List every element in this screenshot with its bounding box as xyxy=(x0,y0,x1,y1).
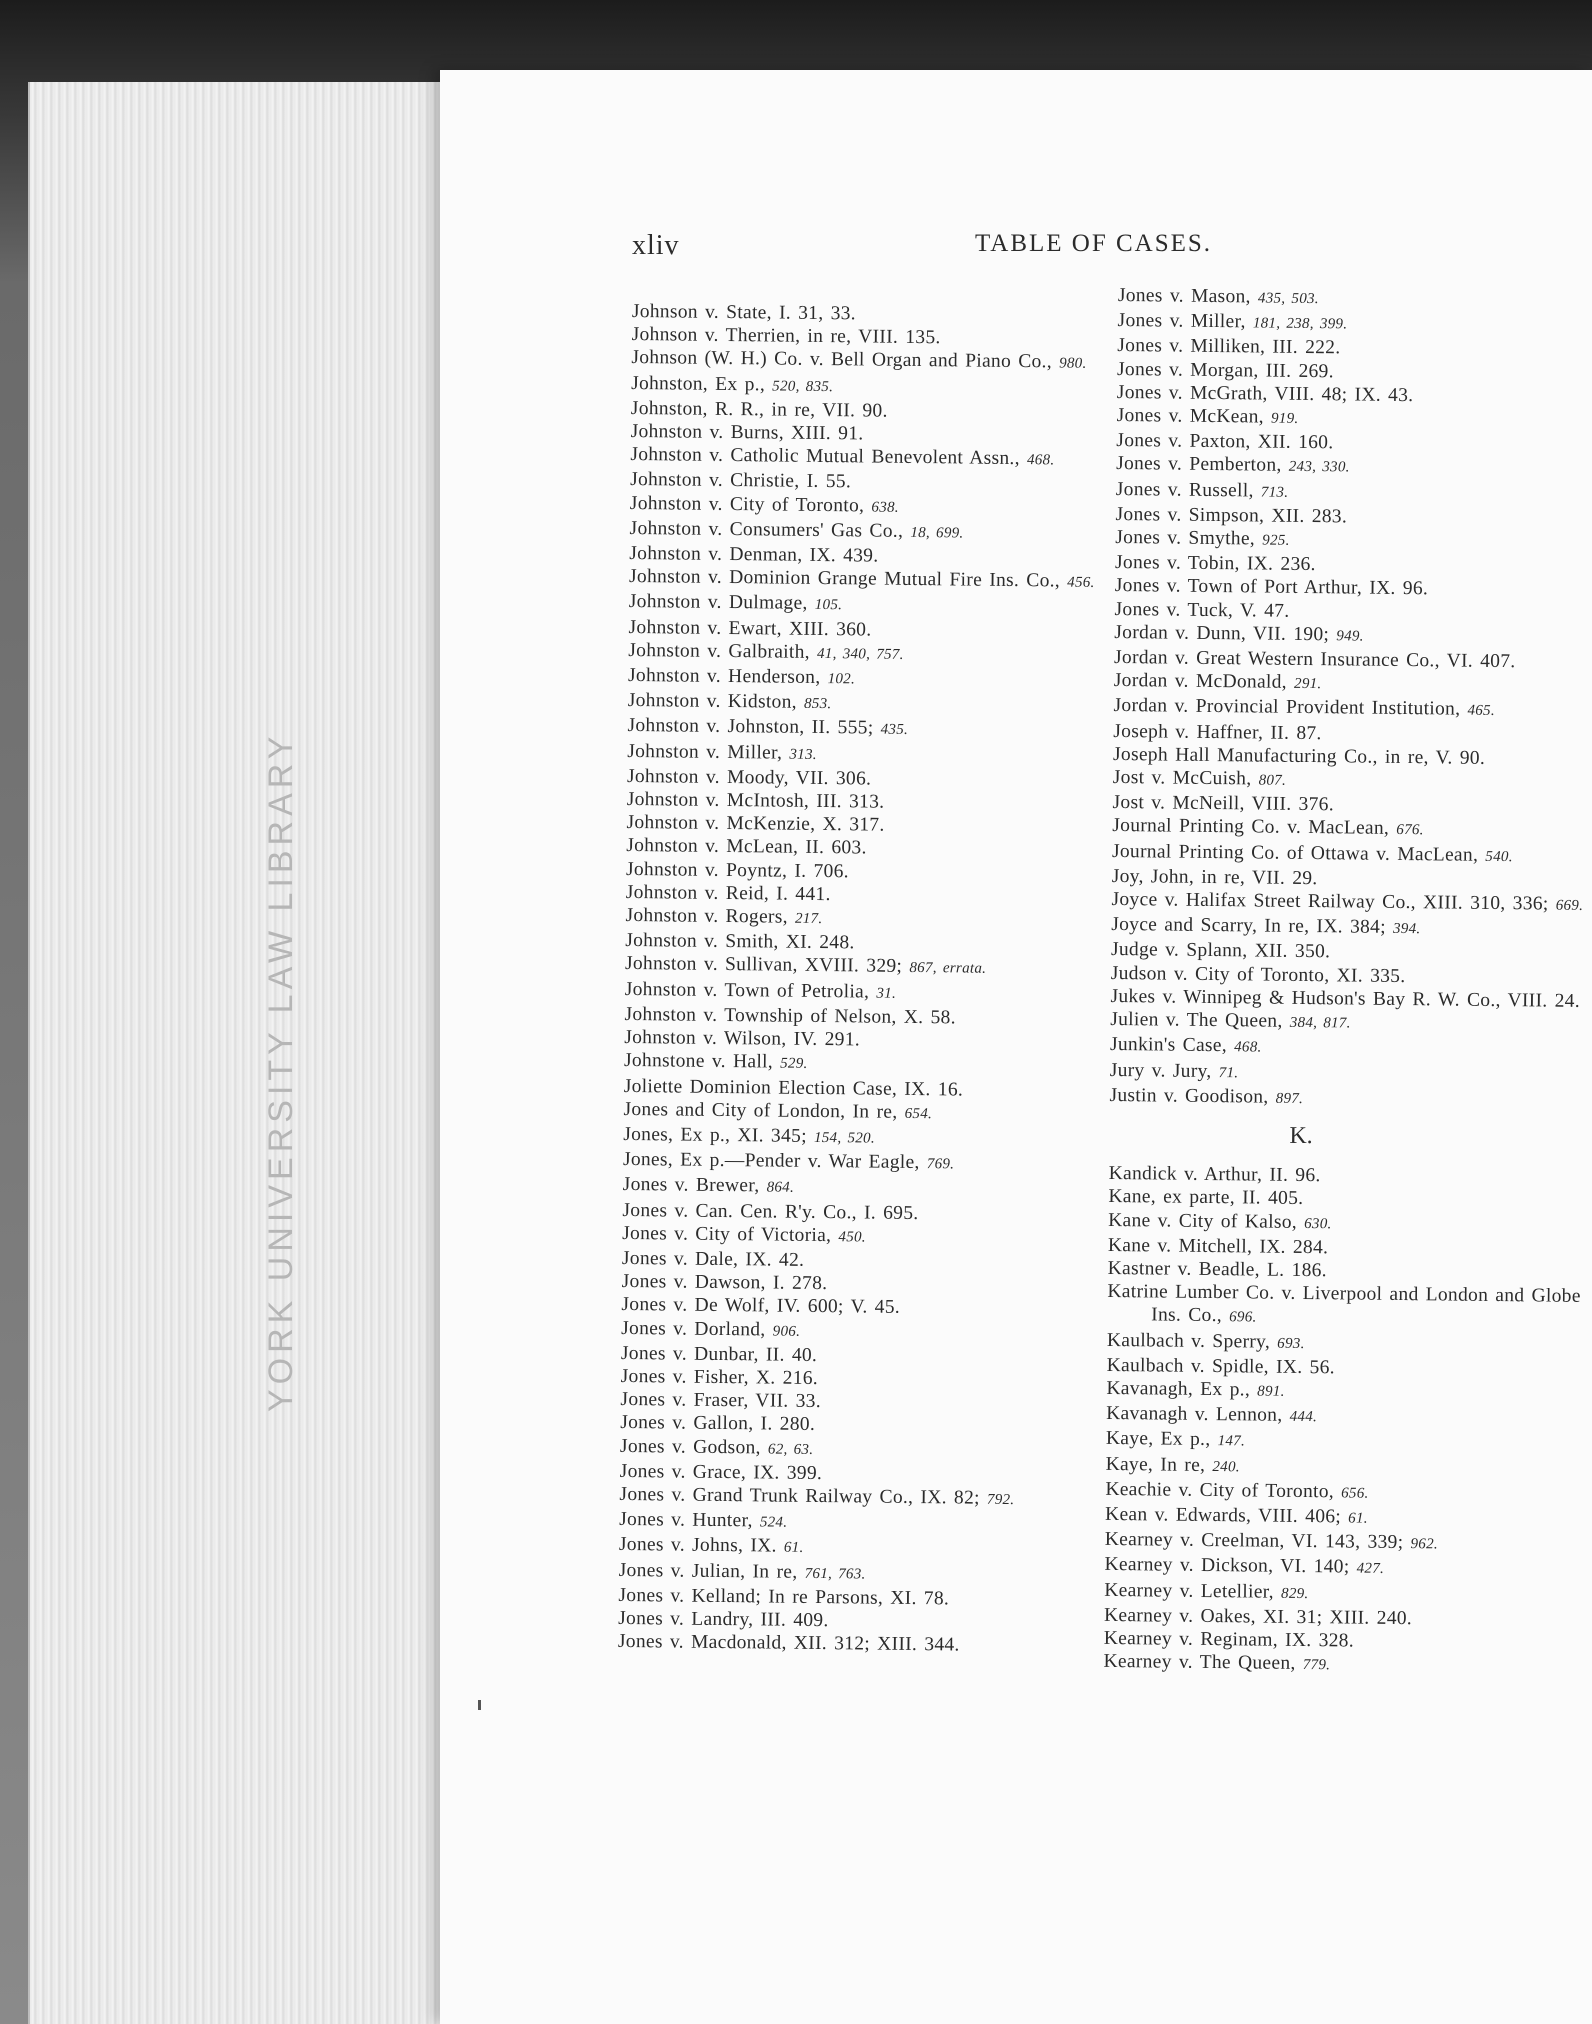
case-name: Johnston v. Reid, I. 441. xyxy=(625,881,831,905)
case-name: Kaye, Ex p., xyxy=(1105,1428,1218,1451)
case-name: Jones v. De Wolf, IV. 600; V. 45. xyxy=(621,1294,901,1319)
page-reference: 919. xyxy=(1270,410,1299,427)
case-name: Johnston v. Dominion Grange Mutual Fire Ins. Co., xyxy=(628,566,1068,592)
case-name: Kean v. Edwards, VIII. 406; xyxy=(1105,1503,1349,1528)
case-name: Johnston v. Wilson, IV. 291. xyxy=(624,1027,861,1051)
case-name: Kastner v. Beadle, L. 186. xyxy=(1107,1257,1328,1282)
case-name: Johnston v. Burns, XIII. 91. xyxy=(630,421,864,445)
page-reference: 696. xyxy=(1229,1309,1257,1326)
case-name: Jones v. Godson, xyxy=(619,1435,769,1459)
case-name: Johnson v. Therrien, in re, VIII. 135. xyxy=(631,324,941,349)
case-name: Jones v. Town of Port Arthur, IX. 96. xyxy=(1114,575,1429,600)
case-entry xyxy=(617,1631,1108,1659)
case-name: Jones v. Dunbar, II. 40. xyxy=(620,1342,818,1366)
page-reference: 676. xyxy=(1396,822,1424,839)
page-reference: 435, 503. xyxy=(1257,290,1319,308)
case-name: Jordan v. Provincial Provident Institution, xyxy=(1113,695,1468,721)
page-reference: 864. xyxy=(766,1179,795,1197)
page-reference: 61. xyxy=(783,1540,804,1557)
page-reference: 980. xyxy=(1059,355,1087,373)
page-reference: 384, 817. xyxy=(1289,1014,1351,1032)
case-name: Johnston v. Johnston, II. 555; xyxy=(627,715,881,740)
page-reference: 465. xyxy=(1467,703,1496,720)
page-reference: 853. xyxy=(803,696,832,713)
page-reference: 769. xyxy=(926,1156,955,1173)
page-reference: 31. xyxy=(876,985,897,1002)
page-reference: 394. xyxy=(1392,921,1421,938)
page-reference: 925. xyxy=(1262,532,1290,549)
case-name: Johnston v. Township of Nelson, X. 58. xyxy=(624,1003,956,1029)
case-name: Jones v. Fisher, X. 216. xyxy=(620,1365,819,1389)
case-name: Johnston v. Henderson, xyxy=(627,665,828,689)
case-entry xyxy=(1105,1428,1580,1458)
right-column xyxy=(1103,284,1592,1680)
page-reference: 450. xyxy=(838,1228,866,1246)
section-letter-k: K. xyxy=(1289,1122,1313,1149)
running-head-title: TABLE OF CASES. xyxy=(975,230,1213,257)
case-name: Jones v. Smythe, xyxy=(1115,527,1263,550)
page-reference: 41, 340, 757. xyxy=(816,645,904,663)
case-name: Jones v. Hunter, xyxy=(619,1509,761,1532)
case-name: Jost v. McNeill, VIII. 376. xyxy=(1112,792,1335,816)
case-name: Jones v. Paxton, XII. 160. xyxy=(1116,430,1334,454)
case-name: Joliette Dominion Election Case, IX. 16. xyxy=(623,1075,964,1101)
page-reference: 181, 238, 399. xyxy=(1252,315,1348,333)
case-name: Kane v. City of Kalso, xyxy=(1108,1209,1305,1233)
case-entry xyxy=(1103,1651,1577,1681)
case-name: Jones v. Julian, In re, xyxy=(618,1559,805,1583)
case-name: Jones v. Grand Trunk Railway Co., IX. 82; xyxy=(619,1483,988,1509)
case-name: Johnston v. Galbraith, xyxy=(628,639,818,663)
case-name: Jones v. Tuck, V. 47. xyxy=(1114,598,1290,622)
case-name: Journal Printing Co. v. MacLean, xyxy=(1112,815,1397,840)
case-name: Johnston v. McKenzie, X. 317. xyxy=(626,812,885,836)
page-reference: 713. xyxy=(1260,484,1289,501)
case-name: Kaye, In re, xyxy=(1105,1453,1213,1476)
case-name: Jones v. Fraser, VII. 33. xyxy=(620,1389,822,1413)
page-reference: 669. xyxy=(1555,897,1584,914)
case-name: Joyce and Scarry, In re, IX. 384; xyxy=(1111,914,1394,939)
page-reference: 71. xyxy=(1218,1064,1239,1081)
case-name: Jones v. Landry, III. 409. xyxy=(618,1607,829,1632)
case-name: Johnston v. Ewart, XIII. 360. xyxy=(628,616,872,641)
case-name: Jones v. McKean, xyxy=(1116,405,1272,428)
case-name: Johnston v. Miller, xyxy=(627,740,790,764)
case-name: Jones v. Simpson, XII. 283. xyxy=(1115,503,1348,528)
case-name: Johnston v. Denman, IX. 439. xyxy=(629,543,879,567)
page-reference: 693. xyxy=(1277,1335,1305,1352)
page-reference: 524. xyxy=(759,1514,788,1531)
case-name: Justin v. Goodison, xyxy=(1109,1084,1276,1108)
case-name: Jordan v. McDonald, xyxy=(1113,670,1295,694)
case-name: Kavanagh v. Lennon, xyxy=(1106,1403,1290,1426)
page-reference: 654. xyxy=(904,1105,933,1122)
case-name: Jordan v. Dunn, VII. 190; xyxy=(1114,621,1337,646)
case-name: Jones, Ex p.—Pender v. War Eagle, xyxy=(622,1149,927,1174)
right-column-k-entries xyxy=(1103,1162,1582,1680)
page-reference: 529. xyxy=(780,1055,808,1073)
case-name: Johnston, Ex p., xyxy=(631,372,773,396)
left-column xyxy=(618,300,1122,1658)
case-name: Joseph v. Haffner, II. 87. xyxy=(1113,720,1322,744)
case-name: Jones v. Pemberton, xyxy=(1116,453,1289,477)
library-stamp: YORK UNIVERSITY LAW LIBRARY xyxy=(262,731,300,1412)
case-entry xyxy=(1107,1281,1581,1334)
case-name: Junkin's Case, xyxy=(1109,1034,1235,1057)
case-name: Kavanagh, Ex p., xyxy=(1106,1377,1258,1401)
case-name: Kearney v. Oakes, XI. 31; XIII. 240. xyxy=(1103,1604,1413,1629)
case-name: Johnston v. Kidston, xyxy=(627,690,805,714)
page-reference: 829. xyxy=(1280,1585,1309,1602)
case-name: Kane, ex parte, II. 405. xyxy=(1108,1186,1304,1210)
case-name: Johnstone v. Hall, xyxy=(623,1050,781,1073)
page-reference: 638. xyxy=(871,499,899,516)
page-reference: 427. xyxy=(1356,1560,1385,1578)
page-reference: 520, 835. xyxy=(772,378,834,395)
case-entry xyxy=(1109,1034,1584,1064)
page-reference: 291. xyxy=(1293,676,1322,693)
page-reference: 102. xyxy=(827,671,856,688)
case-name: Kaulbach v. Sperry, xyxy=(1106,1329,1278,1353)
case-name: Jones v. Russell, xyxy=(1115,478,1261,502)
case-name: Kane v. Mitchell, IX. 284. xyxy=(1107,1234,1329,1258)
case-name: Jones v. Miller, xyxy=(1117,310,1253,333)
page-reference: 779. xyxy=(1302,1657,1331,1674)
page-reference: 906. xyxy=(772,1323,801,1340)
case-name: Katrine Lumber Co. v. Liverpool and London and Globe Ins. Co., xyxy=(1107,1281,1581,1327)
case-entry xyxy=(1109,1084,1583,1114)
case-name: Johnston, R. R., in re, VII. 90. xyxy=(630,397,888,422)
page-reference: 154, 520. xyxy=(813,1129,876,1147)
page-reference: 147. xyxy=(1217,1433,1246,1450)
case-name: Johnston v. Catholic Mutual Benevolent Assn., xyxy=(630,444,1028,470)
case-name: Jones v. Brewer, xyxy=(622,1174,767,1197)
case-entry xyxy=(1116,453,1590,483)
page-reference: 62, 63. xyxy=(767,1441,814,1458)
case-name: Johnson v. State, I. 31, 33. xyxy=(631,300,857,325)
case-name: Johnston v. Smith, XI. 248. xyxy=(625,930,855,954)
case-name: Jones v. Dorland, xyxy=(621,1317,773,1341)
page-reference: 792. xyxy=(986,1491,1015,1509)
page-reference: 18, 699. xyxy=(910,524,964,542)
case-name: Joy, John, in re, VII. 29. xyxy=(1111,865,1318,889)
case-name: Kandick v. Arthur, II. 96. xyxy=(1108,1163,1321,1187)
case-name: Jones v. Morgan, III. 269. xyxy=(1116,358,1334,382)
page-reference: 105. xyxy=(814,597,843,614)
case-name: Jones, Ex p., XI. 345; xyxy=(623,1123,815,1147)
case-name: Kearney v. Reginam, IX. 328. xyxy=(1103,1627,1355,1652)
case-name: Kearney v. The Queen, xyxy=(1103,1651,1303,1675)
page-reference: 540. xyxy=(1485,848,1513,865)
case-name: Johnston v. McIntosh, III. 313. xyxy=(626,789,885,813)
page-reference: 468. xyxy=(1234,1039,1262,1056)
margin-mark xyxy=(478,1700,481,1710)
page-reference: 456. xyxy=(1067,574,1095,592)
case-name: Jost v. McCuish, xyxy=(1112,767,1259,790)
case-name: Joyce v. Halifax Street Railway Co., XIII. 310, 336; xyxy=(1111,889,1556,915)
page-reference: 807. xyxy=(1258,772,1287,789)
case-name: Johnston v. Rogers, xyxy=(625,905,796,928)
case-name: Johnston v. Poyntz, I. 706. xyxy=(625,858,849,882)
case-name: Johnston v. Moody, VII. 306. xyxy=(626,765,872,790)
page-reference: 867, errata. xyxy=(909,960,987,978)
case-name: Kaulbach v. Spidle, IX. 56. xyxy=(1106,1354,1335,1379)
case-name: Judge v. Splann, XII. 350. xyxy=(1110,939,1331,963)
case-name: Jukes v. Winnipeg & Hudson's Bay R. W. Co., VIII. 24. xyxy=(1110,985,1581,1012)
page-reference: 444. xyxy=(1289,1409,1318,1426)
page-reference: 435. xyxy=(880,722,909,739)
page-reference: 949. xyxy=(1336,628,1364,645)
case-name: Jones and City of London, In re, xyxy=(623,1098,905,1123)
case-name: Jones v. Can. Cen. R'y. Co., I. 695. xyxy=(622,1199,919,1224)
page-reference: 897. xyxy=(1275,1090,1304,1107)
page-reference: 630. xyxy=(1304,1215,1332,1232)
case-name: Johnston v. Town of Petrolia, xyxy=(624,978,877,1003)
case-entry xyxy=(623,1050,1114,1080)
case-name: Jones v. Johns, IX. xyxy=(618,1534,785,1558)
case-name: Keachie v. City of Toronto, xyxy=(1105,1478,1342,1503)
case-name: Johnston v. McLean, II. 603. xyxy=(626,835,867,859)
page-reference: 468. xyxy=(1026,452,1055,469)
case-name: Jones v. Grace, IX. 399. xyxy=(619,1460,823,1484)
case-name: Johnston v. City of Toronto, xyxy=(629,492,872,517)
case-name: Kearney v. Creelman, VI. 143, 339; xyxy=(1104,1529,1411,1554)
page-reference: 240. xyxy=(1212,1458,1240,1475)
case-name: Jones v. Tobin, IX. 236. xyxy=(1114,552,1316,576)
case-name: Julien v. The Queen, xyxy=(1110,1009,1290,1032)
case-name: Jones v. Macdonald, XII. 312; XIII. 344. xyxy=(617,1631,960,1656)
case-name: Judson v. City of Toronto, XI. 335. xyxy=(1110,962,1406,987)
case-name: Jones v. Dawson, I. 278. xyxy=(621,1271,828,1295)
book-page-edges xyxy=(28,82,450,2024)
case-name: Jones v. Kelland; In re Parsons, XI. 78. xyxy=(618,1584,950,1610)
page-reference: 656. xyxy=(1341,1485,1369,1502)
case-name: Johnson (W. H.) Co. v. Bell Organ and Piano Co., xyxy=(631,347,1060,373)
case-name: Jones v. McGrath, VIII. 48; IX. 43. xyxy=(1116,381,1414,406)
case-name: Jones v. Mason, xyxy=(1117,284,1259,308)
page-reference: 217. xyxy=(794,910,823,928)
page-reference: 243, 330. xyxy=(1288,459,1350,476)
page-reference: 761, 763. xyxy=(804,1565,866,1583)
case-name: Johnston v. Consumers' Gas Co., xyxy=(629,517,911,542)
case-name: Jones v. City of Victoria, xyxy=(622,1222,839,1246)
page-reference: 962. xyxy=(1410,1536,1439,1553)
case-name: Jones v. Gallon, I. 280. xyxy=(620,1412,816,1436)
page-number: xliv xyxy=(632,230,680,261)
page-reference: 313. xyxy=(789,746,817,763)
case-name: Journal Printing Co. of Ottawa v. MacLean, xyxy=(1111,840,1486,866)
case-name: Kearney v. Dickson, VI. 140; xyxy=(1104,1554,1357,1578)
right-column-j-entries xyxy=(1109,284,1592,1114)
case-name: Kearney v. Letellier, xyxy=(1104,1579,1282,1603)
case-name: Johnston v. Dulmage, xyxy=(628,591,815,615)
case-entry xyxy=(1104,1554,1578,1584)
case-name: Jones v. Milliken, III. 222. xyxy=(1117,335,1341,359)
case-name: Jordan v. Great Western Insurance Co., VI. 407. xyxy=(1113,647,1516,673)
case-name: Johnston v. Christie, I. 55. xyxy=(630,469,852,493)
case-name: Johnston v. Sullivan, XVIII. 329; xyxy=(624,953,910,978)
page-reference: 61. xyxy=(1348,1510,1368,1527)
case-name: Jones v. Dale, IX. 42. xyxy=(621,1247,805,1271)
case-name: Jury v. Jury, xyxy=(1109,1059,1219,1082)
case-name: Joseph Hall Manufacturing Co., in re, V. 90. xyxy=(1112,743,1486,769)
page-reference: 891. xyxy=(1257,1383,1285,1400)
